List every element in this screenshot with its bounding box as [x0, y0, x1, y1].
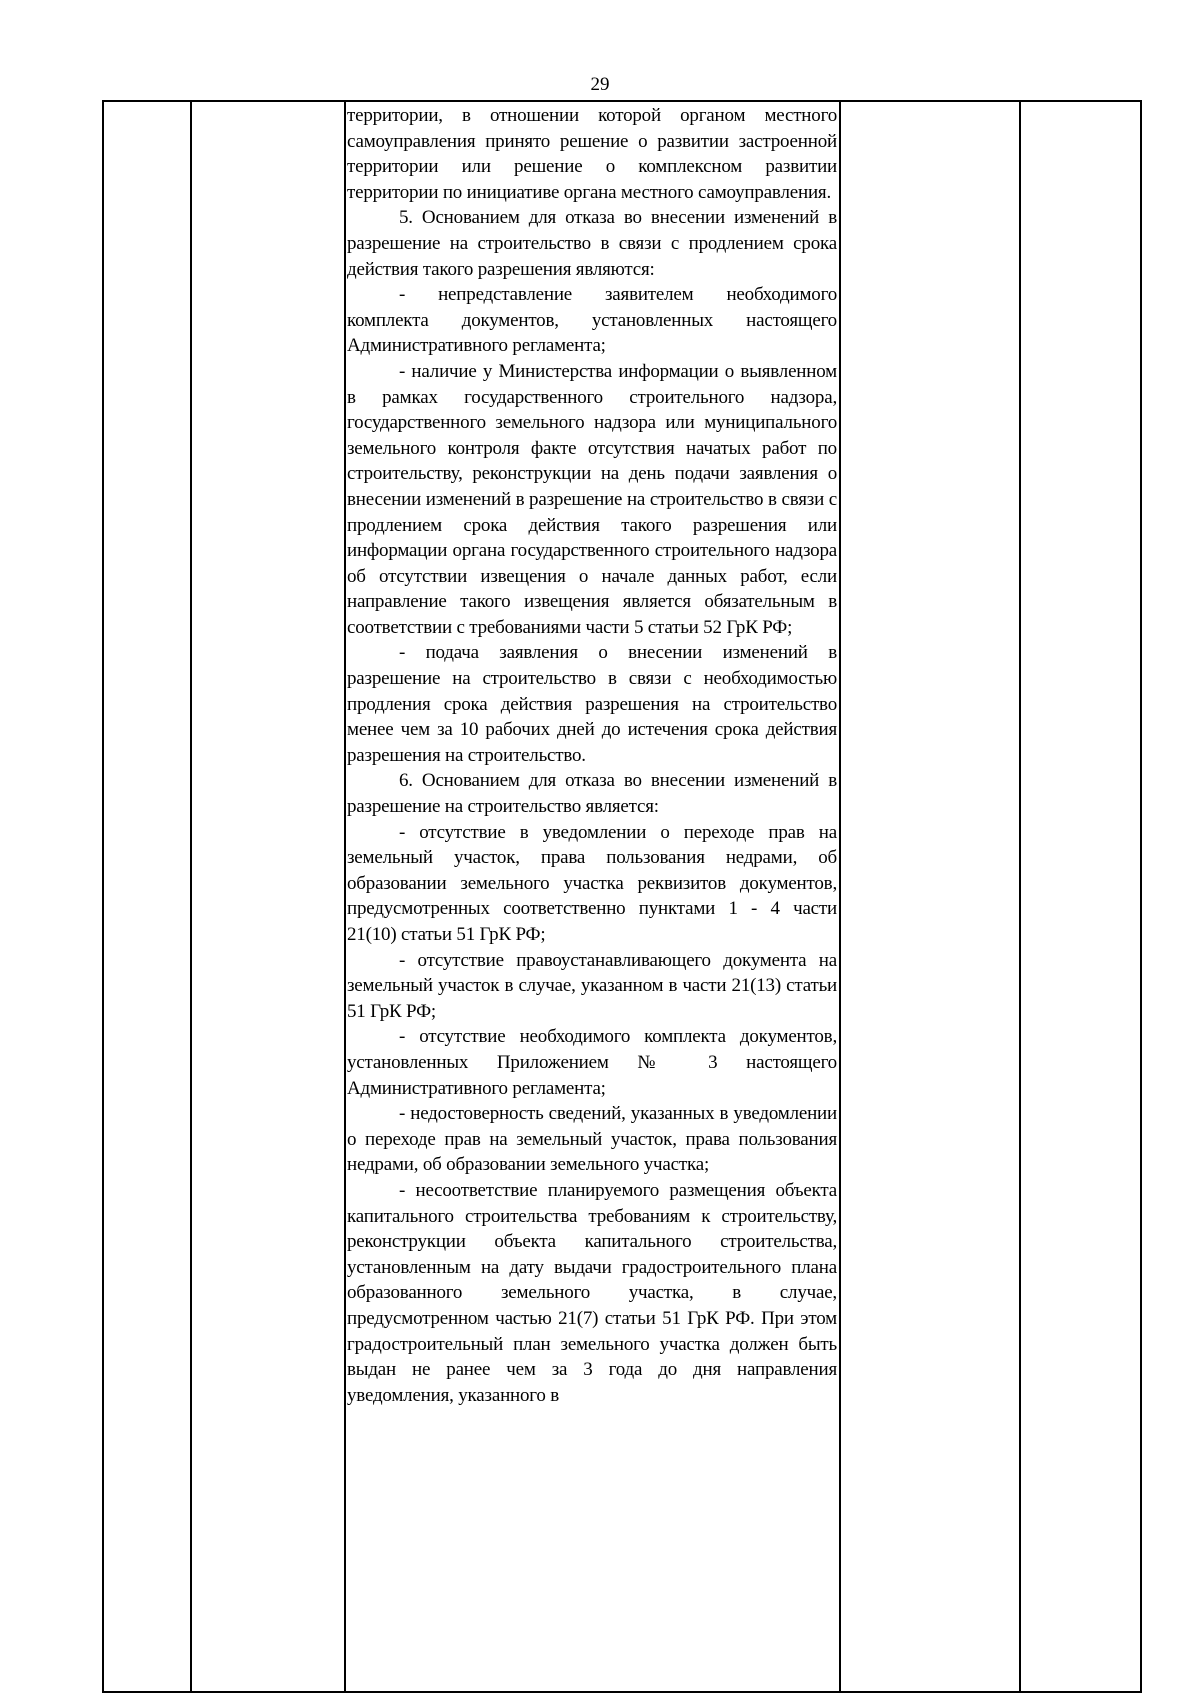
paragraph-7: - отсутствие в уведомлении о переходе прав на земельный участок, права пользования недрами, об образовании земельного участка реквизитов документов, предусмотренных соответственно пунктами 1 - 4 части 21(10) статьи 51 ГрК РФ; [347, 821, 837, 945]
paragraph-4: - наличие у Министерства информации о выявленном в рамках государственного строительного надзора, государственного земельного надзора или муниципального земельного контроля факте отсутствия начатых работ по строительству, реконструкции на день подачи заявления о внесении изменений в разрешение на строительство в связи с продлением срока действия такого разрешения или информации органа государственного строительного надзора об отсутствии извещения о начале данных работ, если направление такого извещения является обязательным в соответствии с требованиями части 5 статьи 52 ГрК РФ; [347, 360, 837, 638]
table-cell-col-4 [841, 102, 1019, 1691]
paragraph-5: - подача заявления о внесении изменений в разрешение на строительство в связи с необходимостью продления срока действия разрешения на строительство менее чем за 10 рабочих дней до истечения срока действия разрешения на строительство. [347, 642, 837, 766]
paragraph-10: - недостоверность сведений, указанных в уведомлении о переходе прав на земельный участок, права пользования недрами, об образовании земельного участка; [347, 1103, 837, 1176]
table-frame [102, 100, 1142, 1693]
page-number: 29 [590, 74, 610, 95]
column-divider-2 [344, 102, 346, 1691]
main-text-column [347, 103, 837, 1408]
paragraph-3: - непредставление заявителем необходимого комплекта документов, установленных настоящего Административного регламента; [347, 284, 837, 357]
paragraph-9: - отсутствие необходимого комплекта документов, установленных Приложением № 3 настоящего Административного регламента; [347, 1026, 837, 1099]
paragraph-6: 6. Основанием для отказа во внесении изменений в разрешение на строительство является: [347, 770, 837, 818]
table-cell-col-2 [192, 102, 344, 1691]
table-cell-col-5 [1021, 102, 1140, 1691]
paragraph-8: - отсутствие правоустанавливающего документа на земельный участок в случае, указанном в части 21(13) статьи 51 ГрК РФ; [347, 949, 837, 1022]
paragraph-11: - несоответствие планируемого размещения объекта капитального строительства требованиям к строительству, реконструкции объекта капитального строительства, установленным на дату выдачи градостроительного плана образованного земельного участка, в случае, предусмотренном частью 21(7) статьи 51 ГрК РФ. При этом градостроительный план земельного участка должен быть выдан не ранее чем за 3 года до дня направления уведомления, указанного в [347, 1179, 837, 1406]
paragraph-2: 5. Основанием для отказа во внесении изменений в разрешение на строительство в связи с продлением срока действия такого разрешения являются: [347, 207, 837, 280]
table-cell-col-1 [104, 102, 190, 1691]
paragraph-1: территории, в отношении которой органом местного самоуправления принято решение о развитии застроенной территории или решение о комплексном развитии территории по инициативе органа местного самоуправления. [347, 105, 837, 203]
